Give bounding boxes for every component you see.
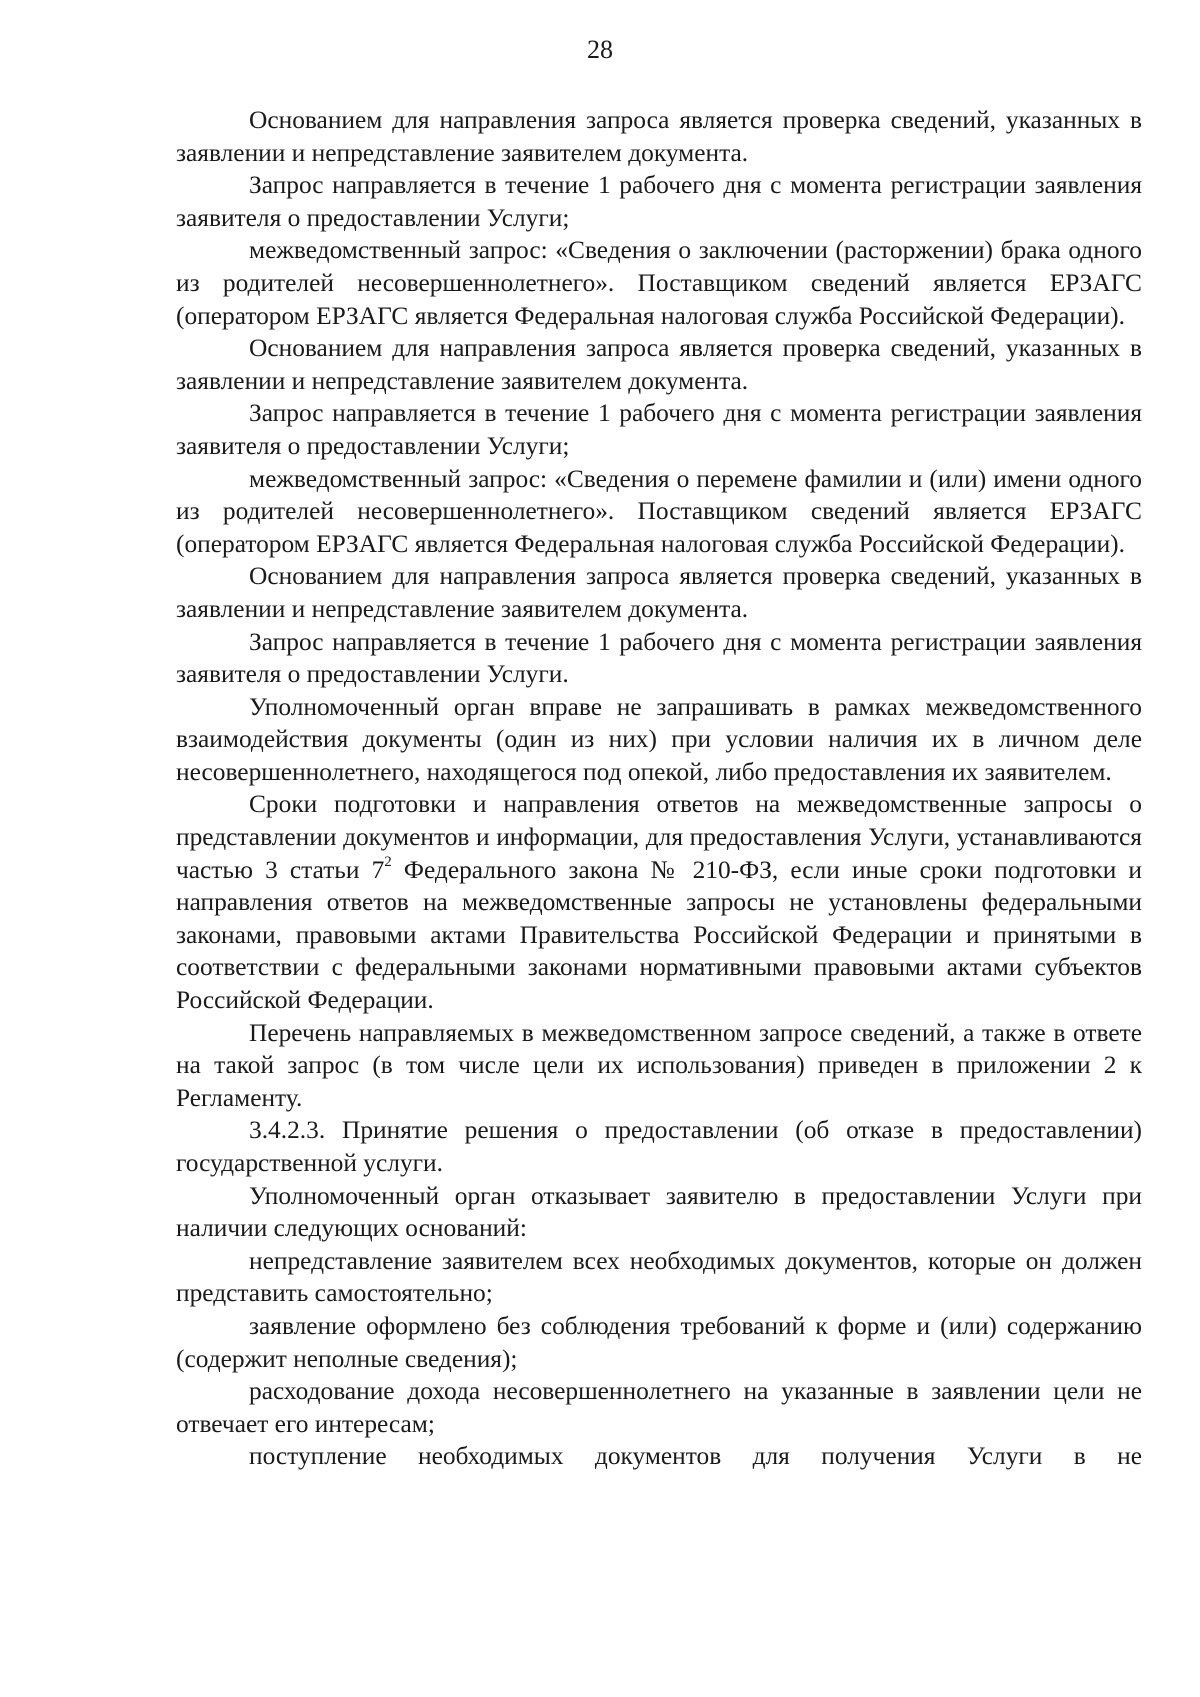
terms-text-after: Федерального закона № 210-ФЗ, если иные сроки подготовки и направления ответов на межведомственные запросы не установлены федеральными законами, правовыми актами Правительства Российской Федерации и принятыми в соответствии с федеральными законами нормативными правовыми актами субъектов Российской Федерации. bbox=[176, 855, 1142, 1015]
document-body bbox=[176, 104, 1142, 1473]
paragraph: Запрос направляется в течение 1 рабочего дня с момента регистрации заявления заявителя о предоставлении Услуги. bbox=[176, 627, 1142, 689]
paragraph: Запрос направляется в течение 1 рабочего дня с момента регистрации заявления заявителя о предоставлении Услуги; bbox=[176, 399, 1142, 460]
paragraph: Уполномоченный орган вправе не запрашивать в рамках межведомственного взаимодействия документы (один из них) при условии наличия их в личном деле несовершеннолетнего, находящегося под опекой, либо предоставления их заявителем. bbox=[176, 692, 1142, 786]
paragraph-terms bbox=[176, 788, 1142, 1016]
page-number: 28 bbox=[587, 35, 613, 64]
paragraph: расходование дохода несовершеннолетнего на указанные в заявлении цели не отвечает его интересам; bbox=[176, 1377, 1142, 1438]
paragraph: поступление необходимых документов для получения Услуги в не bbox=[249, 1442, 1142, 1471]
paragraph: межведомственный запрос: «Сведения о заключении (расторжении) брака одного из родителей несовершеннолетнего». Поставщиком сведений является ЕРЗАГС (оператором ЕРЗАГС является Федеральная налоговая служба Российской Федерации). bbox=[176, 236, 1142, 330]
paragraph: Основанием для направления запроса является проверка сведений, указанных в заявлении и непредставление заявителем документа. bbox=[176, 562, 1142, 623]
terms-text-before: Сроки подготовки и направления ответов на межведомственные запросы о представлении документов и информации, для предоставления Услуги, устанавливаются частью 3 статьи 7 bbox=[176, 790, 1142, 884]
article-superscript: 2 bbox=[384, 854, 392, 871]
paragraph: Перечень направляемых в межведомственном запросе сведений, а также в ответе на такой запрос (в том числе цели их использования) приведен в приложении 2 к Регламенту. bbox=[176, 1018, 1142, 1112]
paragraph: непредставление заявителем всех необходимых документов, которые он должен представить самостоятельно; bbox=[176, 1246, 1142, 1308]
paragraph: заявление оформлено без соблюдения требований к форме и (или) содержанию (содержит неполные сведения); bbox=[176, 1311, 1142, 1373]
paragraph: Основанием для направления запроса является проверка сведений, указанных в заявлении и непредставление заявителем документа. bbox=[176, 106, 1142, 167]
paragraph: межведомственный запрос: «Сведения о перемене фамилии и (или) имени одного из родителей несовершеннолетнего». Поставщиком сведений является ЕРЗАГС (оператором ЕРЗАГС является Федеральная налоговая служба Российской Федерации). bbox=[176, 464, 1142, 558]
paragraph: Запрос направляется в течение 1 рабочего дня с момента регистрации заявления заявителя о предоставлении Услуги; bbox=[176, 171, 1142, 232]
paragraph: Уполномоченный орган отказывает заявителю в предоставлении Услуги при наличии следующих оснований: bbox=[176, 1181, 1142, 1243]
paragraph: Основанием для направления запроса является проверка сведений, указанных в заявлении и непредставление заявителем документа. bbox=[176, 334, 1142, 395]
section-heading: 3.4.2.3. Принятие решения о предоставлении (об отказе в предоставлении) государственной услуги. bbox=[176, 1116, 1142, 1177]
